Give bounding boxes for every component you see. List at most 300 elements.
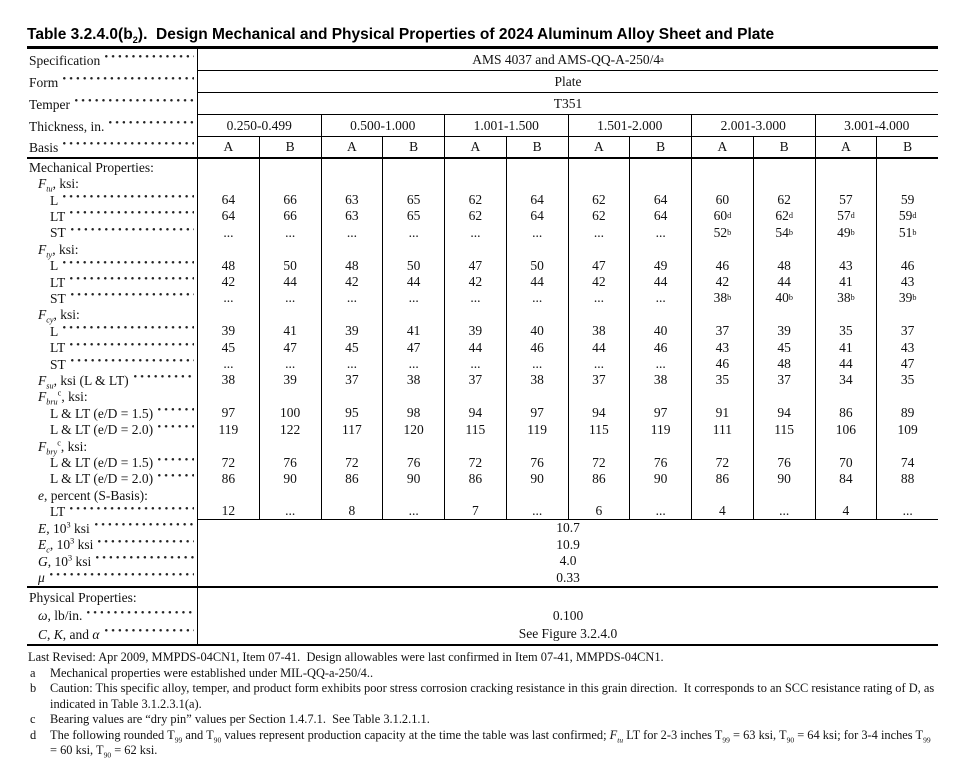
mech-value-cell: 64	[197, 208, 259, 224]
mech-value-cell	[444, 159, 506, 175]
thickness-range-cell: 0.500-1.000	[321, 115, 445, 137]
mech-value-cell: 40	[506, 323, 568, 339]
mech-value-cell: 38	[506, 372, 568, 388]
mech-value-cell	[753, 175, 815, 191]
mech-value-cell: 119	[197, 422, 259, 438]
mech-value-cell	[815, 389, 877, 405]
modulus-row-label	[27, 569, 197, 586]
mech-value-cell: 122	[259, 422, 321, 438]
footnote-text: Mechanical properties were established under MIL-QQ-a-250/4..	[50, 665, 374, 680]
modulus-row-label	[27, 553, 197, 570]
form-label	[27, 71, 197, 93]
thermal-value: See Figure 3.2.4.0	[197, 625, 938, 644]
mech-row-label-text: $F_{tu}$, ksi:	[38, 176, 79, 194]
mech-value-cell	[753, 487, 815, 503]
mech-value-cell	[321, 487, 383, 503]
mech-value-cell	[691, 159, 753, 175]
mech-value-cell	[815, 307, 877, 323]
basis-cell: A	[815, 137, 877, 159]
basis-cell: B	[259, 137, 321, 159]
basis-cell: A	[691, 137, 753, 159]
mech-value-cell	[691, 389, 753, 405]
mech-value-cell	[876, 487, 938, 503]
mech-value-cell: 63	[321, 208, 383, 224]
mech-value-cell: 95	[321, 405, 383, 421]
mech-value-cell: 50	[506, 257, 568, 273]
mech-row-label	[27, 274, 197, 290]
mech-value-cell	[197, 241, 259, 257]
footnote-letter: b	[30, 681, 37, 695]
mech-value-cell: 109	[876, 422, 938, 438]
mech-value-cell	[876, 307, 938, 323]
mech-value-cell: 46	[691, 356, 753, 372]
mech-row-label	[27, 356, 197, 372]
mech-value-cell: 90	[506, 471, 568, 487]
mech-value-cell: 38	[382, 372, 444, 388]
mech-value-cell: 97	[629, 405, 691, 421]
spec-value: AMS 4037 and AMS-QQ-A-250/4 a	[197, 49, 938, 71]
mech-value-cell	[815, 241, 877, 257]
mech-value-cell: 86	[444, 471, 506, 487]
mech-value-cell: 37	[321, 372, 383, 388]
mech-value-cell: ...	[629, 225, 691, 241]
mech-value-cell: 37	[691, 323, 753, 339]
mech-value-cell	[321, 175, 383, 191]
mech-value-cell: 41	[259, 323, 321, 339]
mech-value-cell	[629, 438, 691, 454]
mech-row-label-text: L	[50, 258, 59, 274]
mech-value-cell: ...	[197, 290, 259, 306]
mech-value-cell	[259, 307, 321, 323]
footnote-text: Bearing values are “dry pin” values per Section 1.4.7.1. See Table 3.1.2.1.1.	[50, 712, 430, 726]
mech-value-cell: ...	[568, 225, 630, 241]
footnote-letter: c	[30, 712, 36, 726]
mech-value-cell: 37	[876, 323, 938, 339]
thickness-range-cell: 1.001-1.500	[444, 115, 568, 137]
mech-value-cell	[506, 159, 568, 175]
mech-value-cell	[321, 159, 383, 175]
mech-value-cell: 62	[568, 208, 630, 224]
mech-value-cell: 46	[629, 339, 691, 355]
mech-value-cell: 57 d	[815, 208, 877, 224]
mech-value-cell: 72	[444, 454, 506, 470]
mech-row-label-text: L	[50, 192, 59, 208]
mech-value-cell: 42	[444, 274, 506, 290]
mech-value-cell	[876, 241, 938, 257]
mech-value-cell: 41	[382, 323, 444, 339]
mech-value-cell: 86	[568, 471, 630, 487]
mech-row-label	[27, 438, 197, 457]
mech-value-cell	[197, 175, 259, 191]
mech-value-cell: ...	[629, 356, 691, 372]
modulus-label-text: E, $10^3$ ksi	[38, 520, 90, 536]
mech-value-cell: 51 b	[876, 225, 938, 241]
mech-value-cell: 38 b	[815, 290, 877, 306]
mech-row-label-text: LT	[50, 504, 66, 520]
mech-value-cell	[876, 175, 938, 191]
mech-value-cell: ...	[506, 225, 568, 241]
mech-value-cell: 39	[197, 323, 259, 339]
basis-label	[27, 137, 197, 159]
mech-value-cell	[259, 241, 321, 257]
mech-value-cell: 62	[444, 192, 506, 208]
mech-value-cell: 42	[568, 274, 630, 290]
mech-value-cell: 44	[259, 274, 321, 290]
mech-value-cell: 47	[259, 339, 321, 355]
mech-value-cell: 48	[321, 257, 383, 273]
mech-row-label	[27, 241, 197, 260]
physical-heading	[27, 588, 197, 607]
mech-row-label-text: $F_{bru}^c$, ksi:	[38, 388, 88, 408]
mech-row-label-text: LT	[50, 274, 66, 290]
mech-value-cell: 94	[444, 405, 506, 421]
mech-value-cell: ...	[321, 290, 383, 306]
mech-value-cell	[197, 438, 259, 454]
temper-value: T351	[197, 93, 938, 115]
mech-value-cell: 44	[629, 274, 691, 290]
mech-value-cell	[444, 438, 506, 454]
mech-value-cell: 34	[815, 372, 877, 388]
mech-value-cell	[506, 487, 568, 503]
mech-value-cell: 4	[691, 504, 753, 520]
footnote-item	[28, 666, 938, 682]
mech-row-label	[27, 257, 197, 273]
mech-value-cell: 98	[382, 405, 444, 421]
basis-cell: B	[382, 137, 444, 159]
mech-value-cell: ...	[382, 225, 444, 241]
modulus-label-text: μ	[38, 570, 45, 586]
thickness-range-cell: 2.001-3.000	[691, 115, 815, 137]
mech-value-cell	[568, 389, 630, 405]
mech-value-cell: 66	[259, 208, 321, 224]
mech-value-cell: 44	[506, 274, 568, 290]
mech-value-cell: 119	[506, 422, 568, 438]
mech-value-cell	[444, 307, 506, 323]
mech-value-cell	[629, 175, 691, 191]
mech-value-cell: 94	[568, 405, 630, 421]
mech-value-cell: 86	[321, 471, 383, 487]
mech-row-label	[27, 372, 197, 391]
mech-value-cell: 37	[753, 372, 815, 388]
mech-value-cell	[382, 241, 444, 257]
mech-value-cell	[259, 175, 321, 191]
mech-value-cell: 90	[753, 471, 815, 487]
mech-row-label	[27, 388, 197, 408]
mech-value-cell: 45	[321, 339, 383, 355]
mech-value-cell: 54 b	[753, 225, 815, 241]
mech-value-cell	[259, 487, 321, 503]
mech-value-cell: 59	[876, 192, 938, 208]
mech-value-cell	[815, 487, 877, 503]
mech-value-cell: 64	[629, 208, 691, 224]
mech-row-label	[27, 487, 197, 503]
physical-properties-section	[27, 586, 938, 646]
footnote-letter: a	[30, 665, 36, 680]
mech-value-cell: 41	[815, 339, 877, 355]
mech-value-cell: 72	[568, 454, 630, 470]
mech-value-cell: 76	[753, 454, 815, 470]
form-value: Plate	[197, 71, 938, 93]
mech-value-cell: 49 b	[815, 225, 877, 241]
mech-row-label-text: Mechanical Properties:	[29, 159, 154, 175]
mech-value-cell	[259, 438, 321, 454]
mech-value-cell	[444, 175, 506, 191]
mech-value-cell: 97	[506, 405, 568, 421]
mech-value-cell: 48	[197, 257, 259, 273]
mech-value-cell: 86	[197, 471, 259, 487]
mech-row-label-text: L & LT (e/D = 2.0)	[50, 471, 154, 487]
mech-value-cell: 97	[197, 405, 259, 421]
thickness-range-cell: 0.250-0.499	[197, 115, 321, 137]
mech-value-cell: 48	[753, 257, 815, 273]
mech-value-cell: 39	[444, 323, 506, 339]
mech-value-cell	[753, 389, 815, 405]
mech-row-label	[27, 422, 197, 438]
mech-row-label-text: LT	[50, 208, 66, 224]
mech-value-cell: 94	[753, 405, 815, 421]
mech-value-cell: 43	[815, 257, 877, 273]
mech-value-cell	[506, 241, 568, 257]
mech-value-cell: 88	[876, 471, 938, 487]
mech-value-cell: 62	[568, 192, 630, 208]
footnote-text: Caution: This specific alloy, temper, and product form exhibits poor stress corrosion cracking resistance in this grain direction. It corresponds to an SCC resistance rating of D, as indicated in Table 3.1.2.3.1(a).	[50, 681, 935, 711]
mech-value-cell: 43	[876, 339, 938, 355]
mech-value-cell: ...	[382, 290, 444, 306]
mech-value-cell	[876, 438, 938, 454]
mech-row-label	[27, 471, 197, 487]
mech-value-cell: ...	[568, 356, 630, 372]
mech-value-cell: 45	[753, 339, 815, 355]
mech-value-cell: 35	[691, 372, 753, 388]
mech-value-cell	[691, 175, 753, 191]
mech-value-cell: 115	[753, 422, 815, 438]
mech-value-cell	[321, 438, 383, 454]
mech-value-cell: 64	[197, 192, 259, 208]
mech-value-cell	[506, 307, 568, 323]
mech-row-label-text: ST	[50, 225, 66, 241]
mech-row-label	[27, 208, 197, 224]
mech-value-cell	[691, 487, 753, 503]
footnote-item	[28, 712, 938, 728]
mech-value-cell	[444, 241, 506, 257]
mech-value-cell: ...	[259, 504, 321, 520]
mech-value-cell: 39	[259, 372, 321, 388]
mech-value-cell: 90	[382, 471, 444, 487]
table-header	[27, 49, 938, 159]
mech-value-cell: 44	[382, 274, 444, 290]
density-row-label	[27, 607, 197, 626]
mech-value-cell: 47	[382, 339, 444, 355]
mech-value-cell: ...	[629, 504, 691, 520]
thickness-label-text: Thickness, in.	[29, 118, 105, 134]
mech-value-cell: 100	[259, 405, 321, 421]
mech-value-cell	[753, 241, 815, 257]
mech-row-label-text: $F_{bry}^c$, ksi:	[38, 438, 88, 457]
form-label-text: Form	[29, 74, 59, 90]
basis-cell: B	[753, 137, 815, 159]
mech-row-label	[27, 225, 197, 241]
mech-value-cell: 50	[382, 257, 444, 273]
mech-row-label	[27, 159, 197, 175]
mech-row-label-text: e, percent (S-Basis):	[38, 487, 148, 503]
mech-value-cell: 44	[753, 274, 815, 290]
mech-value-cell	[876, 159, 938, 175]
mech-value-cell	[506, 438, 568, 454]
mech-row-label-text: ST	[50, 290, 66, 306]
thickness-label	[27, 115, 197, 137]
mech-value-cell	[568, 159, 630, 175]
mech-value-cell: 57	[815, 192, 877, 208]
mech-value-cell: 40	[629, 323, 691, 339]
mech-value-cell	[629, 307, 691, 323]
mech-value-cell: 38	[197, 372, 259, 388]
mech-value-cell: 76	[382, 454, 444, 470]
mech-value-cell: 89	[876, 405, 938, 421]
mech-value-cell	[382, 175, 444, 191]
mech-value-cell: 120	[382, 422, 444, 438]
mech-row-label-text: L & LT (e/D = 2.0)	[50, 422, 154, 438]
mech-row-label-text: L	[50, 323, 59, 339]
mech-value-cell: 47	[568, 257, 630, 273]
mech-value-cell	[197, 487, 259, 503]
mech-value-cell: 76	[629, 454, 691, 470]
mech-value-cell	[382, 307, 444, 323]
mech-value-cell: 12	[197, 504, 259, 520]
mech-value-cell	[629, 159, 691, 175]
mech-value-cell	[629, 241, 691, 257]
mech-value-cell: 66	[259, 192, 321, 208]
mech-value-cell: 43	[876, 274, 938, 290]
mech-value-cell: 38	[629, 372, 691, 388]
mech-value-cell: 38	[568, 323, 630, 339]
mech-value-cell: ...	[259, 356, 321, 372]
mech-value-cell: 72	[197, 454, 259, 470]
mech-value-cell	[382, 487, 444, 503]
properties-table	[27, 46, 938, 646]
mechanical-properties-section	[27, 159, 938, 520]
modulus-value: 4.0	[197, 553, 938, 570]
mech-value-cell: ...	[444, 225, 506, 241]
mech-row-label-text: L & LT (e/D = 1.5)	[50, 405, 154, 421]
mech-value-cell: 64	[506, 192, 568, 208]
mech-value-cell	[753, 159, 815, 175]
mech-value-cell: 76	[506, 454, 568, 470]
basis-cell: A	[444, 137, 506, 159]
modulus-label-text: $E_c$, $10^3$ ksi	[38, 536, 94, 555]
mech-value-cell: 64	[629, 192, 691, 208]
mech-value-cell: ...	[629, 290, 691, 306]
modulus-row-label	[27, 536, 197, 553]
mech-value-cell	[629, 487, 691, 503]
mech-value-cell	[815, 175, 877, 191]
footnote-letter: d	[30, 727, 37, 742]
mech-value-cell: ...	[197, 356, 259, 372]
mech-value-cell: ...	[321, 225, 383, 241]
mech-value-cell: ...	[506, 356, 568, 372]
basis-cell: B	[506, 137, 568, 159]
spec-label	[27, 49, 197, 71]
mech-value-cell	[568, 307, 630, 323]
mech-value-cell: 38 b	[691, 290, 753, 306]
mech-value-cell: ...	[876, 504, 938, 520]
mech-row-label	[27, 323, 197, 339]
mech-value-cell: 63	[321, 192, 383, 208]
mech-value-cell: 91	[691, 405, 753, 421]
mech-value-cell	[197, 389, 259, 405]
mech-value-cell	[382, 389, 444, 405]
modulus-value: 10.9	[197, 536, 938, 553]
mech-row-label-text: ST	[50, 356, 66, 372]
mech-value-cell: 47	[444, 257, 506, 273]
mech-value-cell: 37	[568, 372, 630, 388]
mech-value-cell: 76	[259, 454, 321, 470]
density-value: 0.100	[197, 607, 938, 626]
mech-row-label	[27, 454, 197, 470]
mech-value-cell: 117	[321, 422, 383, 438]
mech-value-cell	[506, 389, 568, 405]
footnotes	[28, 650, 938, 759]
mech-value-cell	[691, 307, 753, 323]
mech-value-cell: ...	[197, 225, 259, 241]
mech-row-label-text: $F_{su}$, ksi (L & LT)	[38, 372, 129, 391]
mech-value-cell: 44	[568, 339, 630, 355]
mech-value-cell	[259, 389, 321, 405]
mech-value-cell: 65	[382, 192, 444, 208]
mech-value-cell: ...	[753, 504, 815, 520]
mech-value-cell	[321, 307, 383, 323]
mech-value-cell: 74	[876, 454, 938, 470]
mech-value-cell	[259, 159, 321, 175]
density-label-text: ω, lb/in.	[38, 608, 83, 624]
mech-value-cell: 46	[691, 257, 753, 273]
thermal-label-text: C, K, and α	[38, 626, 100, 642]
mech-value-cell: 4	[815, 504, 877, 520]
mech-value-cell: ...	[382, 504, 444, 520]
basis-cell: B	[876, 137, 938, 159]
mech-value-cell: 90	[259, 471, 321, 487]
mech-value-cell	[444, 389, 506, 405]
thermal-row-label	[27, 625, 197, 644]
mech-value-cell: 59 d	[876, 208, 938, 224]
mech-value-cell: 39	[753, 323, 815, 339]
mech-value-cell: 46	[506, 339, 568, 355]
mech-value-cell	[568, 438, 630, 454]
mech-value-cell: ...	[444, 290, 506, 306]
modulus-section	[27, 520, 938, 586]
mech-value-cell: 72	[691, 454, 753, 470]
mech-row-label	[27, 504, 197, 520]
thickness-range-cell: 3.001-4.000	[815, 115, 939, 137]
mech-value-cell	[876, 389, 938, 405]
mech-value-cell: 35	[876, 372, 938, 388]
mech-row-label	[27, 307, 197, 326]
mech-value-cell: 70	[815, 454, 877, 470]
mech-value-cell: 115	[568, 422, 630, 438]
mech-value-cell: 8	[321, 504, 383, 520]
mech-row-label-text: L & LT (e/D = 1.5)	[50, 455, 154, 471]
mech-value-cell: 60	[691, 192, 753, 208]
mech-value-cell	[197, 307, 259, 323]
mech-value-cell	[568, 175, 630, 191]
mech-value-cell: 44	[815, 356, 877, 372]
spec-label-text: Specification	[29, 52, 101, 68]
mech-value-cell: 42	[321, 274, 383, 290]
mech-row-label	[27, 405, 197, 421]
table-title: Table $3.2.4.0(b_2)$. Design Mechanical and Physical Properties of 2024 Aluminum Alloy Sheet and Plate	[27, 26, 775, 47]
mech-value-cell: 37	[444, 372, 506, 388]
mech-value-cell: 45	[197, 339, 259, 355]
basis-label-text: Basis	[29, 139, 59, 155]
